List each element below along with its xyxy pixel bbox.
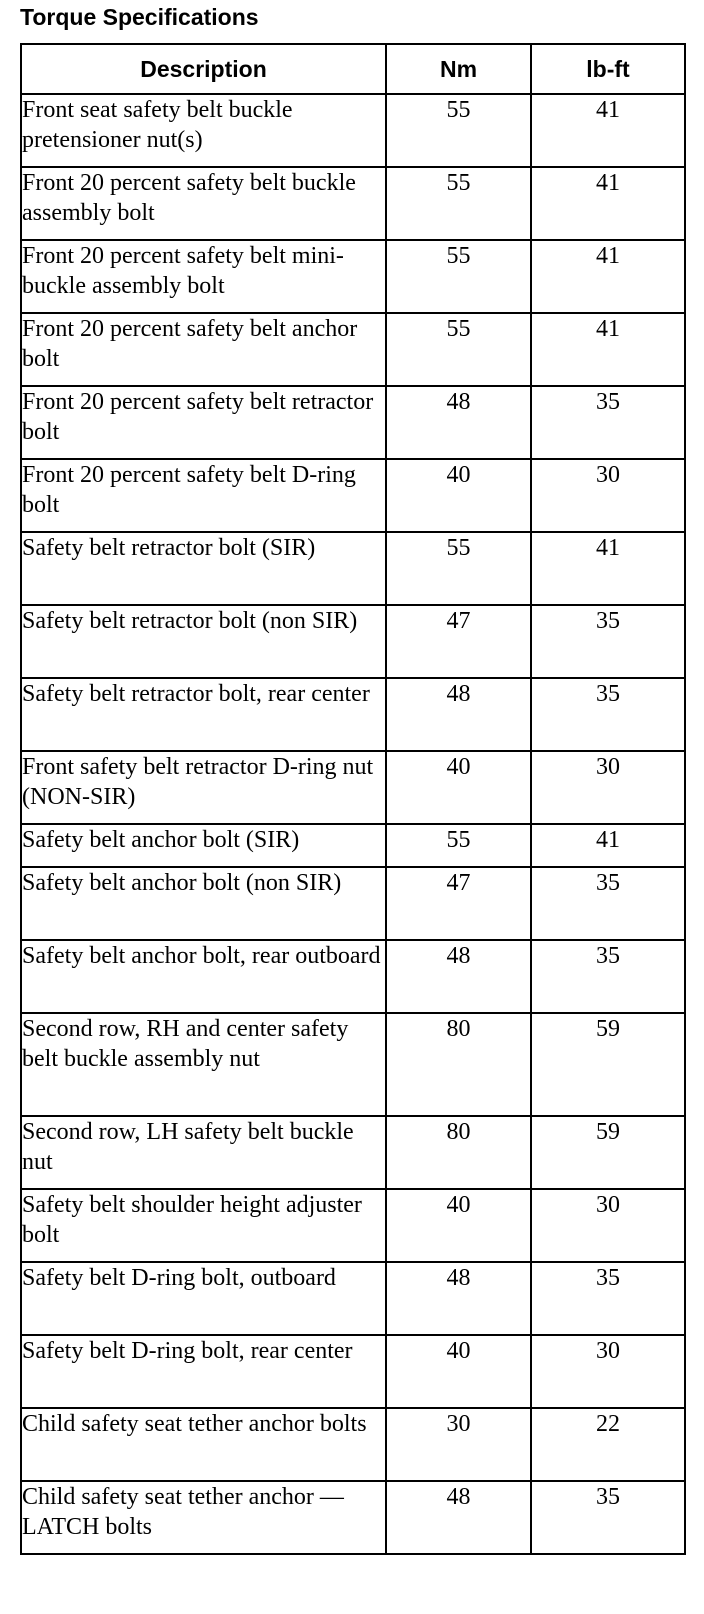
lbft-cell: 35 xyxy=(531,940,685,1013)
nm-cell: 47 xyxy=(386,605,531,678)
lbft-cell: 41 xyxy=(531,94,685,167)
lbft-cell: 35 xyxy=(531,1481,685,1554)
nm-cell: 55 xyxy=(386,240,531,313)
lbft-cell: 35 xyxy=(531,386,685,459)
description-cell: Front 20 percent safety belt mini-buckle assembly bolt xyxy=(21,240,386,313)
lbft-cell: 59 xyxy=(531,1013,685,1116)
nm-cell: 30 xyxy=(386,1408,531,1481)
lbft-cell: 59 xyxy=(531,1116,685,1189)
table-row xyxy=(21,1116,685,1189)
description-cell: Front 20 percent safety belt buckle assembly bolt xyxy=(21,167,386,240)
description-cell: Safety belt retractor bolt (SIR) xyxy=(21,532,386,605)
description-cell: Safety belt anchor bolt (SIR) xyxy=(21,824,386,867)
lbft-cell: 41 xyxy=(531,240,685,313)
description-cell: Safety belt retractor bolt, rear center xyxy=(21,678,386,751)
table-row xyxy=(21,824,685,867)
table-row xyxy=(21,386,685,459)
nm-cell: 48 xyxy=(386,1262,531,1335)
lbft-cell: 41 xyxy=(531,532,685,605)
nm-cell: 55 xyxy=(386,94,531,167)
nm-cell: 47 xyxy=(386,867,531,940)
table-row xyxy=(21,751,685,824)
description-cell: Safety belt anchor bolt (non SIR) xyxy=(21,867,386,940)
nm-cell: 40 xyxy=(386,1189,531,1262)
description-cell: Safety belt D-ring bolt, rear center xyxy=(21,1335,386,1408)
description-cell: Front 20 percent safety belt anchor bolt xyxy=(21,313,386,386)
torque-spec-table xyxy=(20,43,686,1555)
nm-cell: 48 xyxy=(386,1481,531,1554)
table-row xyxy=(21,1335,685,1408)
column-header-description: Description xyxy=(21,44,386,94)
description-cell: Front 20 percent safety belt D-ring bolt xyxy=(21,459,386,532)
table-header-row xyxy=(21,44,685,94)
lbft-cell: 30 xyxy=(531,1189,685,1262)
description-cell: Front seat safety belt buckle pretensioner nut(s) xyxy=(21,94,386,167)
description-cell: Safety belt shoulder height adjuster bolt xyxy=(21,1189,386,1262)
table-row xyxy=(21,1481,685,1554)
nm-cell: 48 xyxy=(386,386,531,459)
table-row xyxy=(21,1408,685,1481)
description-cell: Child safety seat tether anchor — LATCH bolts xyxy=(21,1481,386,1554)
column-header-lbft: lb-ft xyxy=(531,44,685,94)
nm-cell: 40 xyxy=(386,751,531,824)
description-cell: Second row, LH safety belt buckle nut xyxy=(21,1116,386,1189)
page-title: Torque Specifications xyxy=(20,4,259,30)
description-cell: Safety belt anchor bolt, rear outboard xyxy=(21,940,386,1013)
nm-cell: 55 xyxy=(386,167,531,240)
nm-cell: 55 xyxy=(386,824,531,867)
lbft-cell: 41 xyxy=(531,167,685,240)
table-row xyxy=(21,940,685,1013)
table-row xyxy=(21,678,685,751)
table-row xyxy=(21,240,685,313)
lbft-cell: 30 xyxy=(531,1335,685,1408)
table-row xyxy=(21,867,685,940)
description-cell: Child safety seat tether anchor bolts xyxy=(21,1408,386,1481)
description-cell: Safety belt retractor bolt (non SIR) xyxy=(21,605,386,678)
column-header-nm: Nm xyxy=(386,44,531,94)
table-row xyxy=(21,605,685,678)
nm-cell: 40 xyxy=(386,1335,531,1408)
nm-cell: 48 xyxy=(386,940,531,1013)
nm-cell: 80 xyxy=(386,1116,531,1189)
nm-cell: 48 xyxy=(386,678,531,751)
lbft-cell: 35 xyxy=(531,1262,685,1335)
lbft-cell: 30 xyxy=(531,751,685,824)
lbft-cell: 30 xyxy=(531,459,685,532)
description-cell: Second row, RH and center safety belt buckle assembly nut xyxy=(21,1013,386,1116)
description-cell: Safety belt D-ring bolt, outboard xyxy=(21,1262,386,1335)
nm-cell: 55 xyxy=(386,532,531,605)
table-row xyxy=(21,167,685,240)
nm-cell: 80 xyxy=(386,1013,531,1116)
table-row xyxy=(21,313,685,386)
table-row xyxy=(21,1189,685,1262)
lbft-cell: 35 xyxy=(531,867,685,940)
lbft-cell: 35 xyxy=(531,605,685,678)
nm-cell: 55 xyxy=(386,313,531,386)
table-row xyxy=(21,94,685,167)
nm-cell: 40 xyxy=(386,459,531,532)
description-cell: Front 20 percent safety belt retractor bolt xyxy=(21,386,386,459)
lbft-cell: 41 xyxy=(531,313,685,386)
description-cell: Front safety belt retractor D-ring nut (NON-SIR) xyxy=(21,751,386,824)
lbft-cell: 22 xyxy=(531,1408,685,1481)
table-row xyxy=(21,1262,685,1335)
table-row xyxy=(21,459,685,532)
lbft-cell: 35 xyxy=(531,678,685,751)
lbft-cell: 41 xyxy=(531,824,685,867)
table-row xyxy=(21,1013,685,1116)
table-row xyxy=(21,532,685,605)
